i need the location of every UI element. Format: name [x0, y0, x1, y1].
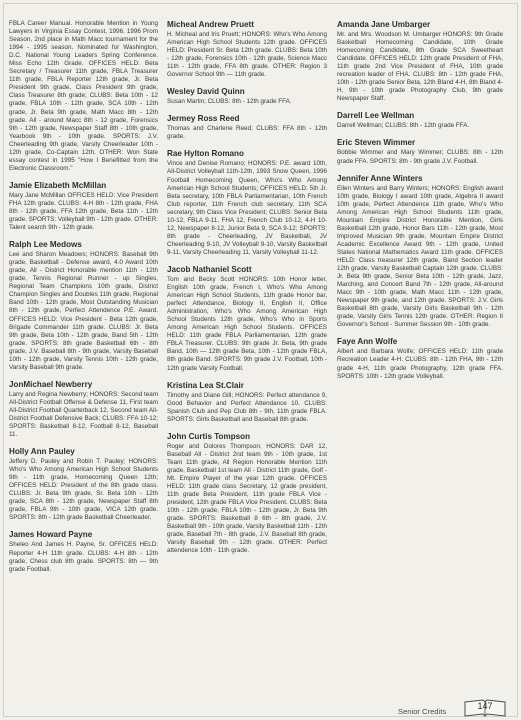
senior-credits: Timothy and Diane Gill; HONORS: Perfect attendance 9, Good Behavior and Perfect Attendance 10. CLUBS: Spanish Club and Pep Club 8th - 9th, 11th grade FBLA. SPORTS: Girls Basketball and Baseball 8th grade. [167, 391, 327, 423]
senior-credits: Ellen Winters and Barry Winters; HONORS: English award 10th grade, Biology I award 10th grade, Algebra II award 10th grade, Perfect Attendence 11th grade, Who's Who Among American High School Students 11th grade, Mountain Empire District Honorable Mention, Girls Basketball 12th grade, Honor Bars 11th - 12th grade, Most Improved Musician 9th grade, Mountain Empire District Academic Excellence Award 9th - 12th grade, United States National Mathematics Award 11th grade. OFFICES HELD: Class treasurer 12th grade, Band Section leader 12th grade, Varsity Basketball Captain 12th grade. CLUBS: Jr. Beta 9th grade, Senior Beta 10th - 12th grade, Jazz, Marching, and Concert Band 7th - 12th grade, All-around Macc 9th - 10th grade, Math Macc 11th - 12th grade, Newspaper 9th grade, and 12th grade. SPORTS: J.V. Girls Basketball 8th grade, Varsity Girls Basketball 9th - 12th grade, Varsity Girls Tennis 12th grade. OTHER: Region II Governor's School - Summer Session 9th - 10th grade. [337, 184, 503, 329]
senior-entry [167, 432, 327, 556]
senior-entry [9, 530, 158, 573]
senior-name: Darrell Lee Wellman [337, 111, 415, 121]
senior-entry [167, 20, 327, 79]
senior-entry [167, 381, 327, 424]
senior-credits: Mary Jane McMillan OFFICES HELD: Vice President FHA 12th grade. CLUBS: 4-H 8th - 12th grade, FHA 8th - 12th grade, FFA 12th grade, Beta 11th - 12th grade. SPORTS: Volleyball 9th - 12th grade. OTHER: Talent search 9th - 12th grade. [9, 191, 158, 232]
senior-name: John Curtis Tompson [167, 431, 251, 441]
senior-credits: Tom and Becky Scott HONORS: 10th Honor letter, English 10th grade, French I, Who's Who Among American High School Students, 11th grade Honor bar, perfect Attendance, Biology II, English II, Office Administration, Who's Who Among American High School Students 12th grade, Who's Who in Sports Among American High School Students. OFFICES HELD: 11th grade FBLA Parliamentarian, 12th grade FBLA Treasurer. CLUBS: 9th grade Jr. Beta, 9th grade Band, 10th — 12th grade Beta, 10th - 12th grade FBLA, 8th grade Band. SPORTS: 9th grade J.V. Football, 10th - 12th grade Varsity Football. [167, 275, 327, 372]
senior-entry [9, 380, 158, 439]
senior-credits: Roger and Dolores Thompson; HONORS: DAR 12, Baseball All - District 2nd team 9th - 10th grade, 1st Team 11th grade, All Region Honorable Mention 11th grade, Basketball 1st team All - District 11th grade, Golf - Mt. Empire Player of the year 12th grade. OFFICES HELD: 11th grade class Secretary, 12 grade president, 11th grade Beta President, 11th grade FBLA Vice - president, 12th grade FBLA Vice President. CLUBS: Beta 10th - 12th grade, FBLA 10th - 12th grade, Jr. Beta 9th grade. SPORTS: Basketball 8 6th - 8th grade, J.V. Basketball 9th - 10th grade, Varsity Basketball 11th - 12th grade, Baseball 7th - 8th grade, J.V. Baseball 8th grade, Varsity Baseball 9th - 12th grade. OTHER: Perfect attendence 10th - 11th grade. [167, 442, 327, 555]
senior-entry [337, 20, 503, 103]
senior-name: Ralph Lee Medows [9, 240, 82, 250]
senior-name: Eric Steven Wimmer [337, 138, 416, 148]
column-middle [167, 20, 327, 692]
senior-credits: Lee and Sharon Meadows; HONORS: Baseball 9th grade, Basketball - Defense award, 4.0 Award 10th grade, All - District Honorable mention 11th - 12th grade, Tennis Regional Runner - up Singles, Regional Team Champions 10th grade, District Champion Singles and Doubles 11th grade, Regional Band 10th - 12th grade, Most Outstanding Musician 8th - 12th grade, Perfect Attendence P.E. Award. OFFICES HELD: Vice President - Beta 12th grade, Brigade Commander 11th grade. CLUBS: Jr. Beta 9th grade, Beta 10th - 12th grade, Band 5th - 12th grade. SPORTS: 8th grade Basketball 6th - 8th grade, J.V. Baseball 8th - 9th grade, Varsity Baseball 10th - 12th grade, Varsity Tennis 10th - 12th grade, Varsity Baseball 9th grade. [9, 251, 158, 371]
senior-credits: Sheleo And James H. Payne, Sr. OFFICES HELD: Reporter 4-H 11th grade. CLUBS: 4-H 8th - 12th grade, Chess club 8th grade. SPORTS: 8th — 9th grade Football. [9, 541, 158, 573]
senior-entry [9, 181, 158, 232]
senior-credits: Darrell Wellman; CLUBS: 8th - 12th grade FFA. [337, 122, 470, 130]
senior-entry [9, 240, 158, 372]
senior-name: Amanda Jane Umbarger [337, 20, 431, 29]
senior-name: Wesley David Quinn [167, 87, 245, 97]
senior-name: Holly Ann Pauley [9, 447, 75, 457]
senior-name: Jennifer Anne Winters [337, 173, 423, 183]
senior-credits: Larry and Regina Newberry; HONORS: Second team All-District Football Offense & Defense 11, First team All-District Football Quarterback 12, Second team All-District Football Defensive Back; CLUBS: FFA 10-12; SPORTS: Basketball 8-12, Football 8-12, Baseball 11. [9, 390, 158, 439]
senior-entry [167, 265, 327, 373]
senior-name: Jacob Nathaniel Scott [167, 264, 252, 274]
senior-credits: Bobbie Wimmer and Mary Wimmer; CLUBS: 8th - 12th grade FFA. SPORTS: 8th - 9th grade J.V. Football. [337, 149, 503, 165]
senior-name: James Howard Payne [9, 530, 93, 540]
senior-name: Kristina Lea St.Clair [167, 380, 244, 390]
senior-entry [337, 111, 503, 130]
senior-entry [337, 174, 503, 330]
senior-credits: Vince and Denise Romano; HONORS: P.E. award 10th, All-District Volleyball 11th-12th, 1993 Snow Queen, 1996 Football Homecoming Queen, Who's Who Among American High School Students; OFFICES HELD: 5th Jr. Beta secretary, 10th FBLA Parliamentarian, 10th French Club reporter, 11th French club secretary, 11th SCA secretary, 9th Class Vice President; CLUBS: Senior Beta 10-12, FBLA 9-11, FHA 12, French Club 10-12, 4-H 10-12, Newspaper 8-12, Junior Beta 9, SCA 9-12; SPORTS: 8th grade - Cheerleading, JV Basketball, JV Cheerleading 9-10, JV Volleyball 9-10, Varsity Basketball 9-11, Varsity Cheerleading 11, Varsity Volleyball 11-12. [167, 160, 327, 256]
senior-credits: Jeffery D. Pauley and Robin T. Pauley; HONORS: Who's Who Among American High School Students 9th - 11th grade, Homecoming Queen 12th; OFFICES HELD: President of the 8th grade class. CLUBS: Jr. Beta 9th grade, Sr. Beta 10th - 12th grade, SCA 8th - 12th grade, Newspaper Staff 8th grade, FBLA 9th - 10th grade, VICA 12th grade. SPORTS: 8th - 12th grade Basketball Cheerleader. [9, 458, 158, 522]
senior-credits: Thomas and Charlene Reed; CLUBS: FFA 8th - 12th grade. [167, 125, 327, 141]
senior-credits: Albert and Barbara Wolfe; OFFICES HELD: 11th grade Recreation Leader 4-H. CLUBS: 8th - 12th FHA, 9th - 12th grade 4-H, 11th grade Photography, 12th grade FFA. SPORTS: 10th - 12th grade Volleyball. [337, 348, 503, 380]
senior-credits: Susan Martin; CLUBS: 8th - 12th grade FFA. [167, 98, 292, 106]
senior-name: Jermey Ross Reed [167, 114, 240, 124]
page-number: 147 [477, 701, 493, 711]
continued-entry-text: FBLA Career Manual. Honorable Mention in Young Lawyers in Virginia Essay Contest, 1996. 1996 Prom Season, 2nd place in Math Macc tournament for the 1994 - 1995 season. Nominated for Washington, D.C. National Young Leaders Spring Conference. Miss Echo 12th Grade. OFFICES HELD: Beta Secretary / Treasurer 11th grade, FBLA Treasurer 11th grade, FBLA Reporter 12th grade, Jr. Beta President 9th grade, Class President 9th grade, Class Treasurer 8th grade; CLUBS: Beta 10th - 12 grade, FBLA 10th - 12th grade, SCA 10th - 12th grade, Jr. Beta 9th grade, Math Macc 8th - 12th grade. All - around Macc 8th - 12 grade, Forensics 9th - 12th grade, Newspaper Staff 8th - 10th grade, Yearbook 9th - 10th grade. SPORTS: J.V. Cheerleading 9th grade, Varsity Cheerleader 10th - 12th grade, Co-Captain 12th. OTHER: Won State essay contest in 1995 "How I Benefitted from the Electronic Classroom." [9, 20, 158, 172]
senior-name: Micheal Andrew Pruett [167, 20, 254, 29]
section-label: Senior Credits [398, 707, 447, 716]
senior-credits: Mr. and Mrs. Woodson M. Umbarger HONORS: 9th Grade Basketball Homecoming Candidate, 10th Grade Homecoming Candidate, 8th Grade SCA Sweetheart Candidate. OFFICES HELD: 12th grade President of FHA, 11th grade 2nd Vice President of FHA, 10th grade recreation leader of FHA. CLUBS: 8th - 12th grade FHA, 10th - 12th grade Senior Beta, 12th Bland 4-H, 8th Bland 4-H, 9th - 10th grade Photography Club, 9th grade Newspaper Staff. [337, 31, 503, 103]
senior-entry [337, 138, 503, 165]
senior-name: Rae Hylton Romano [167, 149, 244, 159]
column-right [337, 20, 503, 692]
senior-entry [167, 149, 327, 257]
senior-name: JonMichael Newberry [9, 379, 93, 389]
senior-name: Faye Ann Wolfe [337, 337, 398, 347]
senior-entry [9, 447, 158, 522]
senior-entry [167, 114, 327, 141]
senior-entry [167, 87, 327, 106]
senior-credits: H. Micheal and Iris Pruett; HONORS: Who's Who Among American High School Students 12th grade. OFFICES HELD: President Sr. Beta 12th grade. CLUBS: Beta 10th - 12th grade, Forensics 10th - 12th grade, Science Macc 11th - 12th grade, FFA 8th grade. OTHER: Region 3 Governor School 9th — 11th grade. [167, 31, 327, 79]
column-left [9, 20, 158, 692]
senior-name: Jamie Elizabeth McMillan [9, 180, 107, 190]
senior-entry [337, 337, 503, 380]
